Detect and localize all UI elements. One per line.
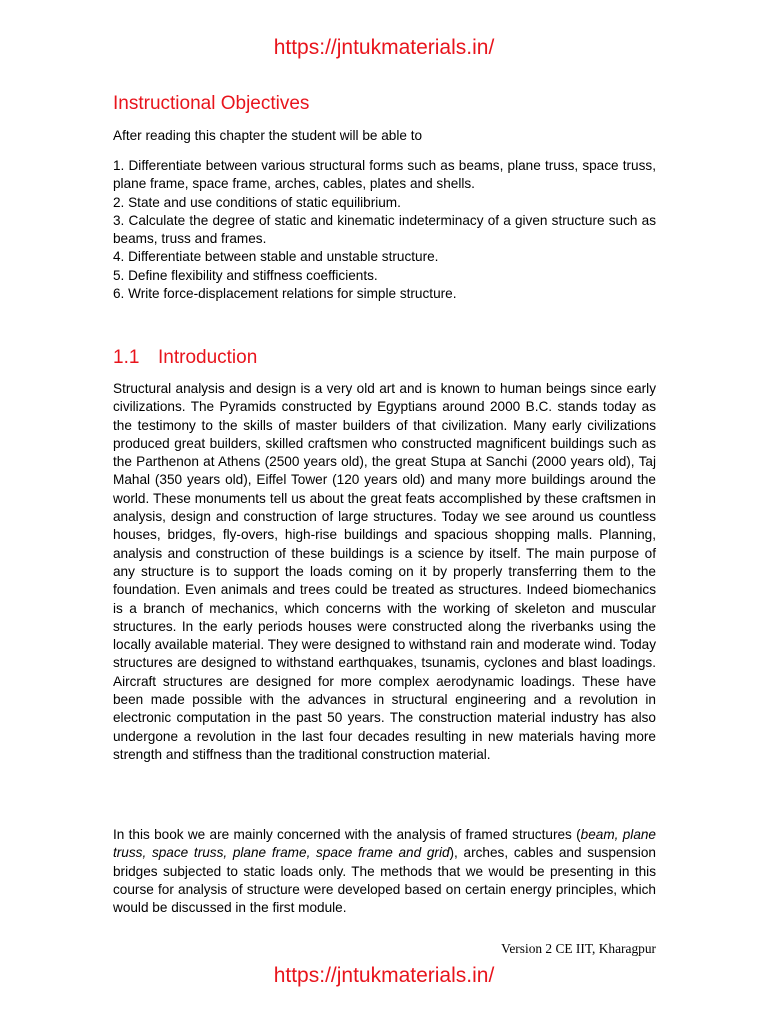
intro-paragraph-2 bbox=[113, 826, 656, 917]
section-number: 1.1 bbox=[113, 347, 140, 368]
section-heading bbox=[113, 347, 257, 369]
paragraph-italic-text: beam, plane truss, space truss, plane frame, space frame and grid bbox=[113, 827, 656, 861]
objectives-lead: After reading this chapter the student will be able to bbox=[113, 128, 423, 143]
section-title: Introduction bbox=[158, 347, 258, 368]
list-item: 5. Define flexibility and stiffness coefficients. bbox=[113, 267, 378, 283]
page-footer: Version 2 CE IIT, Kharagpur bbox=[501, 941, 656, 956]
objectives-list bbox=[113, 157, 656, 303]
list-item: 4. Differentiate between stable and unstable structure. bbox=[113, 249, 439, 265]
list-item: 6. Write force-displacement relations for simple structure. bbox=[113, 286, 457, 302]
paragraph-text: In this book we are mainly concerned with the analysis of framed structures ( bbox=[113, 827, 581, 842]
intro-paragraph-1: Structural analysis and design is a very old art and is known to human beings since early civilizations. The Pyramids constructed by Egyptians around 2000 B.C. stands today as the testimony to the skills of master builders of that civilization. Many early civilizations produced great builders, skilled craftsmen who constructed magnificent buildings such as the Parthenon at Athens (2500 years old), the great Stupa at Sanchi (2000 years old), Taj Mahal (350 years old), Eiffel Tower (120 years old) and many more buildings around the world. These monuments tell us about the great feats accomplished by these craftsmen in analysis, design and construction of large structures. Today we see around us countless houses, bridges, fly-overs, high-rise buildings and spacious shopping malls. Planning, analysis and construction of these buildings is a science by itself. The main purpose of any structure is to support the loads coming on it by properly transferring them to the foundation. Even animals and trees could be treated as structures. Indeed biomechanics is a branch of mechanics, which concerns with the working of skeleton and muscular structures. In the early periods houses were constructed along the riverbanks using the locally available material. They were designed to withstand rain and moderate wind. Today structures are designed to withstand earthquakes, tsunamis, cyclones and blast loadings. Aircraft structures are designed for more complex aerodynamic loadings. These have been made possible with the advances in structural engineering and a revolution in electronic computation in the past 50 years. The construction material industry has also undergone a revolution in the last four decades resulting in new materials having more strength and stiffness than the traditional construction material. bbox=[113, 381, 656, 762]
objectives-heading: Instructional Objectives bbox=[113, 93, 310, 114]
list-item: 3. Calculate the degree of static and kinematic indeterminacy of a given structure such as beams, truss and frames. bbox=[113, 212, 656, 247]
list-item: 1. Differentiate between various structural forms such as beams, plane truss, space truss, plane frame, space frame, arches, cables, plates and shells. bbox=[113, 158, 656, 192]
watermark-url-top: https://jntukmaterials.in/ bbox=[273, 36, 495, 59]
list-item: 2. State and use conditions of static equilibrium. bbox=[113, 194, 401, 210]
watermark-url-bottom: https://jntukmaterials.in/ bbox=[273, 964, 495, 987]
paragraph-text: ), arches, cables and suspension bridges subjected to static loads only. The methods that we would be presenting in this course for analysis of structure were developed based on certain energy principles, which would be discussed in the first module. bbox=[113, 845, 656, 916]
